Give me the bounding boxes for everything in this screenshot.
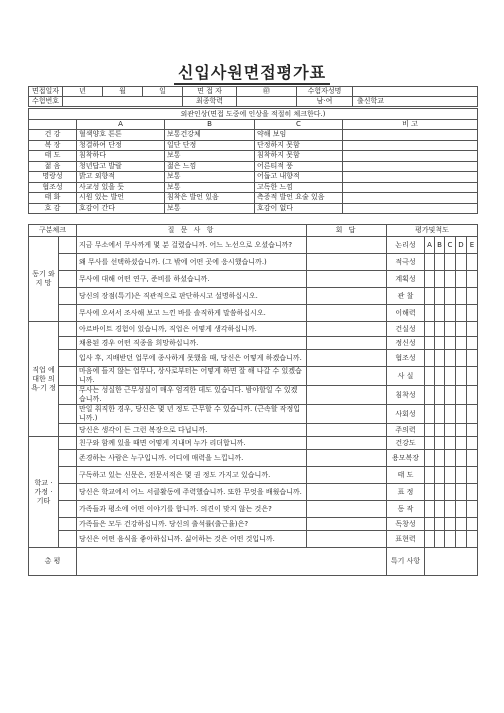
year-label: 년	[63, 87, 103, 97]
grade-cell[interactable]	[456, 531, 467, 548]
criteria-label: 사 실	[387, 367, 425, 386]
grade-cell[interactable]	[445, 337, 456, 350]
grade-cell[interactable]	[425, 484, 435, 501]
row-label: 호 감	[29, 203, 77, 214]
grade-cell[interactable]	[425, 322, 435, 337]
check-box[interactable]	[59, 237, 77, 254]
criteria-label: 이해력	[387, 305, 425, 322]
answer-field[interactable]	[307, 337, 387, 350]
option-a[interactable]: 밝고 외향적	[77, 172, 165, 183]
criteria-label: 독창성	[387, 518, 425, 531]
grade-cell[interactable]	[425, 288, 435, 305]
check-box[interactable]	[59, 424, 77, 437]
criteria-label: 적극성	[387, 254, 425, 271]
month-label: 월	[103, 87, 143, 97]
question-text: 가족들과 평소에 어떤 이야기를 합니까. 의견이 맞지 않는 것은?	[77, 501, 307, 518]
check-box[interactable]	[59, 405, 77, 424]
answer-field[interactable]	[307, 350, 387, 367]
col-remark: 비 고	[343, 120, 478, 130]
remark-field[interactable]	[343, 151, 478, 162]
grade-cell[interactable]	[445, 424, 456, 437]
grade-cell[interactable]	[467, 437, 478, 450]
grade-cell[interactable]	[425, 467, 435, 484]
option-b[interactable]: 일단 단정	[165, 140, 255, 151]
grade-cell[interactable]	[467, 254, 478, 271]
question-text: 당신은 생각이 든 그런 복장으로 다닙니까.	[77, 424, 307, 437]
grade-cell[interactable]	[456, 405, 467, 424]
grade-cell[interactable]	[425, 337, 435, 350]
question-text: 지금 무소에서 무사까게 몇 분 걸렸습니까. 어느 노선으로 오셨습니까?	[77, 237, 307, 254]
grade-cell[interactable]	[435, 350, 445, 367]
question-text: 당신은 학교에서 어느 서클활동에 주력했습니까. 또한 무엇을 배웠습니까.	[77, 484, 307, 501]
question-text: 만일 취직한 경우, 당신은 몇 년 정도 근무할 수 있습니까. (근속할 작정입니까.)	[77, 405, 307, 424]
row-label: 태 도	[29, 151, 77, 162]
remark-field[interactable]	[343, 140, 478, 151]
label-education: 최종학력	[183, 97, 237, 107]
grade-cell[interactable]	[435, 518, 445, 531]
question-text: 당신은 어떤 음식을 좋아하십니까. 싫어하는 것은 어떤 것입니까.	[77, 531, 307, 548]
grade-cell[interactable]	[435, 531, 445, 548]
check-box[interactable]	[59, 305, 77, 322]
grade-cell[interactable]	[425, 501, 435, 518]
criteria-label: 논리성	[387, 237, 425, 254]
grade-cell[interactable]	[456, 322, 467, 337]
check-box[interactable]	[59, 450, 77, 467]
grade-cell[interactable]	[456, 337, 467, 350]
education-field[interactable]	[237, 97, 297, 107]
grade-cell[interactable]	[467, 467, 478, 484]
grade-cell[interactable]	[467, 350, 478, 367]
grade-cell[interactable]	[467, 288, 478, 305]
answer-field[interactable]	[307, 484, 387, 501]
grade-cell[interactable]	[435, 254, 445, 271]
appearance-heading: 외관인상(면접 도중에 인상을 적절히 체크한다.)	[29, 109, 478, 120]
grade-cell[interactable]	[435, 424, 445, 437]
option-c[interactable]: 어른티적 풍	[255, 161, 343, 172]
grade-cell[interactable]	[435, 305, 445, 322]
grade-cell[interactable]	[435, 437, 445, 450]
check-box[interactable]	[59, 337, 77, 350]
question-text: 무사에 대해 어떤 연구, 준비를 하셨습니까.	[77, 271, 307, 288]
row-label: 복 장	[29, 140, 77, 151]
answer-field[interactable]	[307, 437, 387, 450]
answer-field[interactable]	[307, 450, 387, 467]
grade-cell[interactable]	[456, 450, 467, 467]
check-box[interactable]	[59, 386, 77, 405]
grade-cell[interactable]	[435, 367, 445, 386]
criteria-label: 태 도	[387, 467, 425, 484]
grade-cell[interactable]	[435, 450, 445, 467]
col-criteria: 평가및척도	[387, 225, 478, 237]
grade-cell[interactable]	[445, 350, 456, 367]
question-text: 채용된 경우 어떤 직종을 희망하십니까.	[77, 337, 307, 350]
grade-cell[interactable]	[456, 424, 467, 437]
answer-field[interactable]	[307, 288, 387, 305]
answer-field[interactable]	[307, 405, 387, 424]
header-table	[28, 86, 478, 107]
question-text: 무사는 성실한 근무성실이 매우 엄격한 데도 있습니다. 밤야할일 수 있겠습니까.	[77, 386, 307, 405]
option-a[interactable]: 청년답고 발랄	[77, 161, 165, 172]
criteria-label: 정신성	[387, 337, 425, 350]
check-box[interactable]	[59, 531, 77, 548]
grade-cell[interactable]	[456, 288, 467, 305]
page-title: 신입사원면접평가표	[0, 60, 504, 83]
criteria-label: 협조성	[387, 350, 425, 367]
question-text: 당신의 장점(특기)은 직관적으로 판단하시고 설명하십시오.	[77, 288, 307, 305]
answer-field[interactable]	[307, 322, 387, 337]
option-c[interactable]: 측증적 발언 요술 있음	[255, 193, 343, 204]
grade-cell[interactable]: A	[425, 237, 435, 254]
option-b[interactable]: 보통	[165, 203, 255, 214]
grade-cell[interactable]: D	[456, 237, 467, 254]
check-box[interactable]	[59, 467, 77, 484]
question-text: 구독하고 있는 신문은, 전문서적은 몇 권 정도 가지고 있습니까.	[77, 467, 307, 484]
check-box[interactable]	[59, 501, 77, 518]
grade-cell[interactable]	[467, 271, 478, 288]
candidate-name-field[interactable]	[353, 87, 478, 97]
check-box[interactable]	[59, 437, 77, 450]
option-a[interactable]: 혈색양호 튼튼	[77, 130, 165, 141]
answer-field[interactable]	[307, 271, 387, 288]
grade-cell[interactable]	[467, 367, 478, 386]
option-a[interactable]: 침착하다	[77, 151, 165, 162]
grade-cell[interactable]	[467, 501, 478, 518]
remark-field[interactable]	[343, 203, 478, 214]
check-box[interactable]	[59, 484, 77, 501]
row-label: 건 강	[29, 130, 77, 141]
grade-cell[interactable]	[467, 424, 478, 437]
question-text: 마음에 들지 않는 업무나, 상사로부터는 어떻게 하면 잘 해 나갈 수 있겠습니까.	[77, 367, 307, 386]
option-c[interactable]: 단정하지 못함	[255, 140, 343, 151]
answer-field[interactable]	[307, 254, 387, 271]
criteria-label: 관 찰	[387, 288, 425, 305]
remark-field[interactable]	[343, 130, 478, 141]
check-box[interactable]	[59, 322, 77, 337]
grade-cell[interactable]: B	[435, 237, 445, 254]
grade-cell[interactable]	[445, 367, 456, 386]
grade-cell[interactable]	[456, 501, 467, 518]
grade-cell[interactable]	[467, 531, 478, 548]
row-label: 태 화	[29, 193, 77, 204]
col-question: 질 문 사 항	[77, 225, 307, 237]
question-text: 왜 무사를 선택하셨습니까. (그 밖에 어떤 곳에 응시했습니까.)	[77, 254, 307, 271]
overall-field[interactable]	[77, 548, 387, 576]
grade-cell[interactable]	[445, 271, 456, 288]
grade-cell[interactable]	[425, 386, 435, 405]
answer-field[interactable]	[307, 237, 387, 254]
answer-field[interactable]	[307, 367, 387, 386]
option-b[interactable]: 젊은 느낌	[165, 161, 255, 172]
criteria-label: 사회성	[387, 405, 425, 424]
grade-cell[interactable]	[445, 254, 456, 271]
grade-cell[interactable]	[456, 254, 467, 271]
grade-cell[interactable]	[445, 437, 456, 450]
grade-cell[interactable]	[435, 484, 445, 501]
check-box[interactable]	[59, 350, 77, 367]
question-text: 친구와 함께 있을 때면 어떻게 지내며 누가 리더합니까.	[77, 437, 307, 450]
grade-cell[interactable]	[425, 518, 435, 531]
criteria-label: 용모복장	[387, 450, 425, 467]
question-text: 가족들은 모두 건강하십니까. 당신의 출석률(출근율)은?	[77, 518, 307, 531]
grade-cell[interactable]	[425, 254, 435, 271]
remark-label: 특기 사항	[387, 548, 425, 576]
option-c[interactable]: 약해 보임	[255, 130, 343, 141]
option-a[interactable]: 호감이 간다	[77, 203, 165, 214]
grade-cell[interactable]	[445, 405, 456, 424]
grade-cell[interactable]	[445, 322, 456, 337]
questions-table	[28, 224, 478, 576]
option-c[interactable]: 침착하지 못함	[255, 151, 343, 162]
grade-cell[interactable]: E	[467, 237, 478, 254]
criteria-label: 표 정	[387, 484, 425, 501]
answer-field[interactable]	[307, 386, 387, 405]
criteria-label: 동 작	[387, 501, 425, 518]
grade-cell[interactable]	[445, 450, 456, 467]
grade-cell[interactable]	[425, 367, 435, 386]
remark-field[interactable]	[425, 548, 478, 576]
answer-field[interactable]	[307, 501, 387, 518]
grade-cell[interactable]	[456, 518, 467, 531]
label-gender: 남·여	[297, 97, 353, 107]
criteria-label: 표현력	[387, 531, 425, 548]
question-text: 존경하는 사람은 누구입니까. 어디에 매력을 느낍니까.	[77, 450, 307, 467]
label-interviewer: 면 접 자	[183, 87, 237, 97]
label-exam-number: 수험번호	[29, 97, 63, 107]
grade-cell[interactable]	[425, 405, 435, 424]
grade-cell[interactable]	[425, 350, 435, 367]
option-b[interactable]: 보통	[165, 182, 255, 193]
grade-cell[interactable]	[425, 271, 435, 288]
grade-cell[interactable]	[445, 484, 456, 501]
row-label: 젊 음	[29, 161, 77, 172]
answer-field[interactable]	[307, 305, 387, 322]
answer-field[interactable]	[307, 467, 387, 484]
grade-cell[interactable]	[445, 305, 456, 322]
grade-cell[interactable]	[445, 531, 456, 548]
grade-cell[interactable]	[435, 322, 445, 337]
grade-cell[interactable]	[467, 405, 478, 424]
grade-cell[interactable]	[425, 450, 435, 467]
section-label: 직업 에대한 의욕·기 정	[29, 322, 59, 437]
row-label: 협조성	[29, 182, 77, 193]
col-answer: 회 답	[307, 225, 387, 237]
grade-cell[interactable]	[467, 305, 478, 322]
grade-cell[interactable]	[467, 322, 478, 337]
question-text: 입사 후, 지배받던 업무에 종사하게 못했을 때, 당신은 어떻게 하겠습니까.	[77, 350, 307, 367]
check-box[interactable]	[59, 367, 77, 386]
exam-number-field[interactable]	[63, 97, 183, 107]
grade-cell[interactable]	[456, 467, 467, 484]
check-box[interactable]	[59, 288, 77, 305]
seal-mark: ㊞	[237, 87, 297, 97]
option-c[interactable]: 어둡고 내향적	[255, 172, 343, 183]
label-school: 출신학교	[357, 97, 385, 105]
grade-cell[interactable]	[456, 350, 467, 367]
grade-cell[interactable]	[435, 405, 445, 424]
criteria-label: 주의력	[387, 424, 425, 437]
grade-cell[interactable]	[456, 305, 467, 322]
grade-cell[interactable]	[435, 386, 445, 405]
grade-cell[interactable]	[467, 386, 478, 405]
option-b[interactable]: 침착은 발언 있음	[165, 193, 255, 204]
answer-field[interactable]	[307, 518, 387, 531]
col-a: A	[77, 120, 165, 130]
option-a[interactable]: 사교성 있을 듯	[77, 182, 165, 193]
grade-cell[interactable]	[445, 501, 456, 518]
check-box[interactable]	[59, 518, 77, 531]
section-label: 동기 와 지 망	[29, 237, 59, 322]
question-text: 아르바이트 경험이 있습니까, 직업은 어떻게 생각하십니까.	[77, 322, 307, 337]
grade-cell[interactable]	[445, 288, 456, 305]
option-c[interactable]: 호감이 없다	[255, 203, 343, 214]
label-interview-date: 면접일자	[29, 87, 63, 97]
criteria-label: 계획성	[387, 271, 425, 288]
check-box[interactable]	[59, 254, 77, 271]
grade-cell[interactable]	[425, 424, 435, 437]
option-c[interactable]: 고독한 느낌	[255, 182, 343, 193]
grade-cell[interactable]	[445, 386, 456, 405]
grade-cell[interactable]	[425, 305, 435, 322]
grade-cell[interactable]	[467, 337, 478, 350]
section-label: 학교 · 가정 · 기타	[29, 437, 59, 548]
grade-cell[interactable]	[435, 288, 445, 305]
col-category: 구분체크	[29, 225, 77, 237]
remark-field[interactable]	[343, 161, 478, 172]
label-candidate-name: 수험자성명	[297, 87, 353, 97]
grade-cell[interactable]: C	[445, 237, 456, 254]
option-a[interactable]: 시원 있는 발언	[77, 193, 165, 204]
row-label: 명랑성	[29, 172, 77, 183]
criteria-label: 침착성	[387, 386, 425, 405]
grade-cell[interactable]	[435, 501, 445, 518]
option-b[interactable]: 보통	[165, 151, 255, 162]
overall-label: 총 평	[29, 548, 77, 576]
grade-cell[interactable]	[467, 450, 478, 467]
answer-field[interactable]	[307, 531, 387, 548]
col-b: B	[165, 120, 255, 130]
col-c: C	[255, 120, 343, 130]
appearance-table	[28, 108, 478, 214]
grade-cell[interactable]	[456, 484, 467, 501]
grade-cell[interactable]	[467, 518, 478, 531]
grade-cell[interactable]	[456, 386, 467, 405]
grade-cell[interactable]	[456, 271, 467, 288]
grade-cell[interactable]	[445, 518, 456, 531]
remark-field[interactable]	[343, 172, 478, 183]
grade-cell[interactable]	[435, 271, 445, 288]
grade-cell[interactable]	[467, 484, 478, 501]
remark-field[interactable]	[343, 182, 478, 193]
grade-cell[interactable]	[456, 437, 467, 450]
option-b[interactable]: 보통	[165, 172, 255, 183]
grade-cell[interactable]	[425, 531, 435, 548]
day-label: 일	[143, 87, 183, 97]
grade-cell[interactable]	[445, 467, 456, 484]
option-a[interactable]: 청결하여 단정	[77, 140, 165, 151]
grade-cell[interactable]	[435, 337, 445, 350]
option-b[interactable]: 보통건강체	[165, 130, 255, 141]
remark-field[interactable]	[343, 193, 478, 204]
question-text: 무사에 오셔서 조사해 보고 느낀 바를 솔직하게 말씀하십시오.	[77, 305, 307, 322]
school-cell[interactable]	[353, 97, 478, 107]
check-box[interactable]	[59, 271, 77, 288]
answer-field[interactable]	[307, 424, 387, 437]
criteria-label: 건강도	[387, 437, 425, 450]
grade-cell[interactable]	[425, 437, 435, 450]
grade-cell[interactable]	[456, 367, 467, 386]
criteria-label: 건실성	[387, 322, 425, 337]
grade-cell[interactable]	[435, 467, 445, 484]
